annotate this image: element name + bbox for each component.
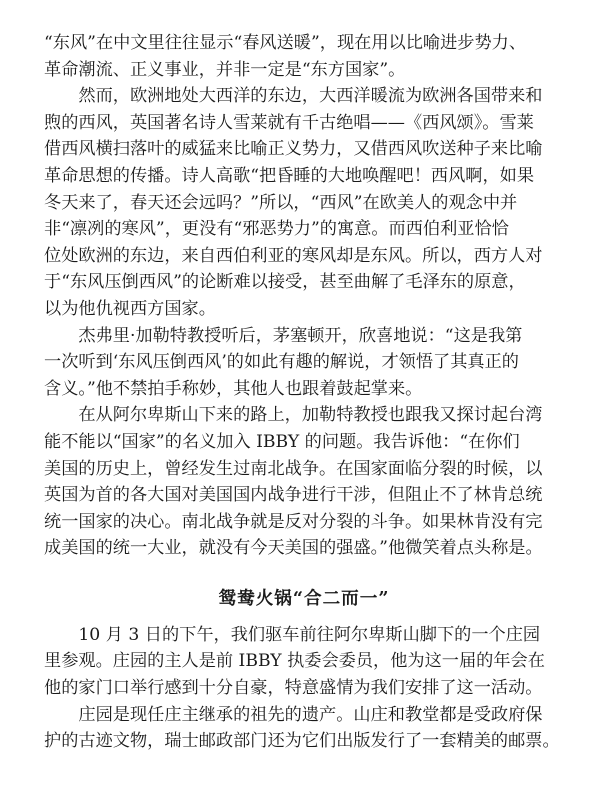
- paragraph-garrett-reaction: 杰弗里·加勒特教授听后，茅塞顿开，欣喜地说：“这是我第 一次听到‘东风压倒西风’的如此有趣的解说，才领悟了其真正的 含义。”他不禁拍手称妙，其他人也跟着鼓起掌来。: [44, 325, 523, 399]
- paragraph-taiwan-ibby: 在从阿尔卑斯山下来的路上，加勒特教授也跟我又探讨起台湾 能不能以“国家”的名义加入 IBBY 的问题。我告诉他：“在你们 美国的历史上，曾经发生过南北战争。在国家面临分裂的时候，以 英国为首的各大国对美国国内战争进行干涉，但阻止不了林肯总统 统一国家的决心。南北战争就是反对分裂的斗争。如果林肯没有完 成美国的统一大业，就没有今天美国的强盛。”他微笑着点头称是。: [44, 405, 543, 559]
- section-heading: 鸳鸯火锅“合二而一”: [218, 587, 390, 609]
- paragraph-manor-heritage: 庄园是现任庄主继承的祖先的遗产。山庄和教堂都是受政府保 护的古迹文物，瑞士邮政部门还为它们出版发行了一套精美的邮票。: [44, 704, 560, 752]
- paragraph-manor-visit: 10 月 3 日的下午，我们驱车前往阿尔卑斯山脚下的一个庄园 里参观。庄园的主人是前 IBBY 执委会委员，他为这一届的年会在 他的家门口举行感到十分自豪，特意盛情为我们安排了这一活动。: [44, 624, 545, 699]
- paragraph-east-wind-meaning: “东风”在中文里往往显示“春风送暖”，现在用以比喻进步势力、 革命潮流、正义事业，并非一定是“东方国家”。: [44, 33, 527, 80]
- document-page: [44, 30, 564, 755]
- paragraph-west-wind-europe: 然而，欧洲地处大西洋的东边，大西洋暖流为欧洲各国带来和 煦的西风，英国著名诗人雪莱就有千古绝唱——《西风颂》。雪莱 借西风横扫落叶的威猛来比喻正义势力，又借西风吹送种子来比喻 革命思想的传播。诗人高歌“把昏睡的大地唤醒吧！西风啊，如果 冬天来了，春天还会远吗？”所以，“西风”在欧美人的观念中并 非“凛冽的寒风”，更没有“邪恶势力”的寓意。而西伯利亚恰恰 位处欧洲的东边，来自西伯利亚的寒风却是东风。所以，西方人对 于“东风压倒西风”的论断难以接受，甚至曲解了毛泽东的原意， 以为他仇视西方国家。: [44, 86, 543, 319]
